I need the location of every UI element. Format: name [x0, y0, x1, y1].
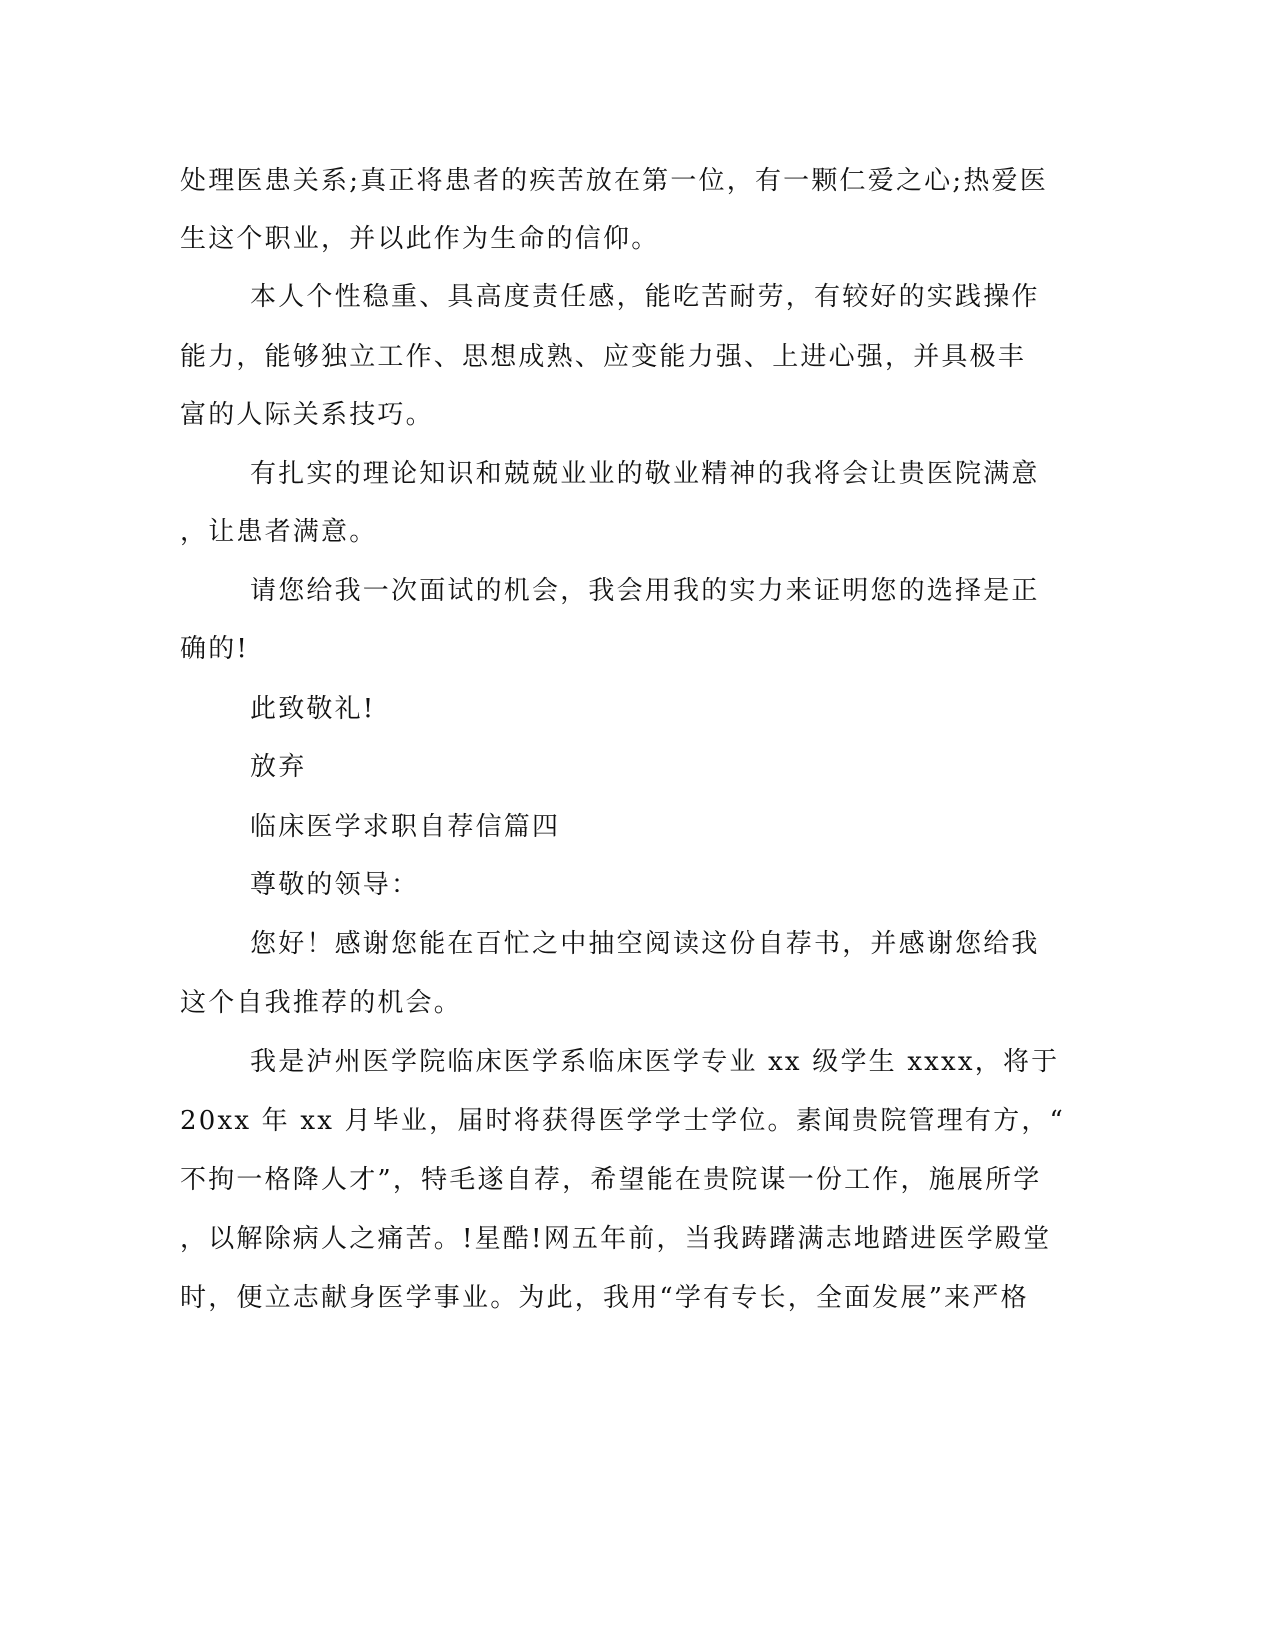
signature-line: 放弃: [250, 752, 307, 782]
text-line: 不拘一格降人才”，特毛遂自荐，希望能在贵院谋一份工作，施展所学: [180, 1165, 1042, 1195]
text-line: 能力，能够独立工作、思想成熟、应变能力强、上进心强，并具极丰: [180, 342, 1027, 372]
text-line: 时，便立志献身医学事业。为此，我用“学有专长，全面发展”来严格: [180, 1283, 1029, 1313]
paragraph-line: 请您给我一次面试的机会，我会用我的实力来证明您的选择是正: [250, 576, 1040, 606]
text-line: 富的人际关系技巧。: [180, 400, 434, 430]
text-line: ，以解除病人之痛苦。!星酷!网五年前，当我踌躇满志地踏进医学殿堂: [180, 1224, 1052, 1254]
paragraph-line: 您好！感谢您能在百忙之中抽空阅读这份自荐书，并感谢您给我: [250, 929, 1040, 959]
paragraph-line: 我是泸州医学院临床医学系临床医学专业 xx 级学生 xxxx，将于: [250, 1047, 1060, 1077]
paragraph-line: 有扎实的理论知识和兢兢业业的敬业精神的我将会让贵医院满意: [250, 459, 1040, 489]
section-title: 临床医学求职自荐信篇四: [250, 812, 561, 842]
text-line: 20xx 年 xx 月毕业，届时将获得医学学士学位。素闻贵院管理有方，“: [180, 1106, 1066, 1136]
text-line: 生这个职业，并以此作为生命的信仰。: [180, 224, 660, 254]
paragraph-line: 本人个性稳重、具高度责任感，能吃苦耐劳，有较好的实践操作: [250, 282, 1040, 312]
text-line: 这个自我推荐的机会。: [180, 988, 463, 1018]
text-line: ，让患者满意。: [180, 517, 378, 547]
text-line: 确的!: [180, 634, 250, 664]
text-line: 处理医患关系;真正将患者的疾苦放在第一位，有一颗仁爱之心;热爱医: [180, 166, 1048, 196]
closing-salutation: 此致敬礼!: [250, 694, 376, 724]
greeting-line: 尊敬的领导：: [250, 870, 420, 900]
